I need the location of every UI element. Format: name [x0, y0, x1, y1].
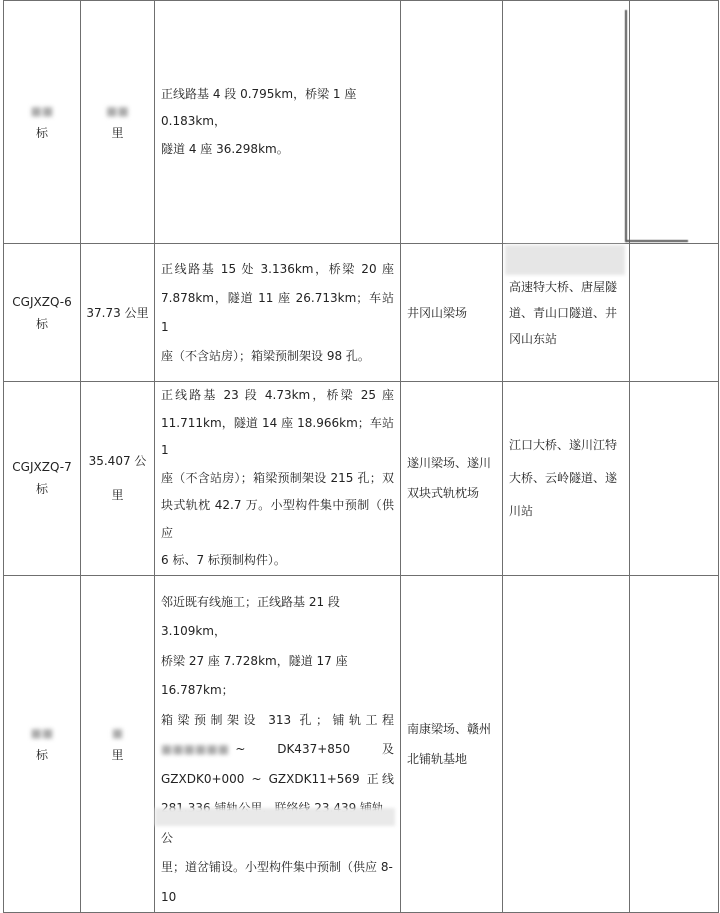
content-line: 桥梁 27 座 7.728km，隧道 17 座 16.787km； [161, 653, 348, 697]
remarks-cell [630, 382, 719, 576]
content-line: 6 标、7 标预制构件）。 [161, 553, 286, 567]
key-works-cell [503, 575, 630, 913]
sites-cell [401, 575, 503, 913]
remarks-cell [630, 575, 719, 913]
content-line: 箱梁预制架设 313 孔；铺轨工程 [161, 712, 394, 727]
scan-shadow-line [626, 240, 688, 242]
section-cell [4, 382, 81, 576]
length-cell [81, 244, 155, 382]
content-line: 座（不含站房）；箱梁预制架设 215 孔；双 [161, 470, 394, 485]
length-tail: 里 [111, 747, 124, 762]
content-line: 公 [161, 830, 174, 845]
sites-cell [401, 244, 503, 382]
section-code-redacted: ■■ [30, 104, 54, 118]
length-redacted: ■ [111, 725, 124, 740]
section-tail: 标 [35, 747, 48, 762]
site-line: 双块式轨枕场 [407, 486, 480, 501]
content-line: 座（不含站房）；箱梁预制架设 98 孔。 [161, 348, 370, 363]
key-works-cell [503, 1, 630, 244]
content-line: 块式轨枕 42.7 万。小型构件集中预制（供应 [161, 498, 394, 540]
table-row [4, 1, 719, 244]
section-code-redacted: ■■ [30, 725, 54, 740]
section-code: CGJXZQ-7 [12, 460, 72, 475]
site-line: 井冈山梁场 [407, 305, 468, 320]
length-cell [81, 1, 155, 244]
length-tail: 里 [111, 488, 124, 503]
section-tail: 标 [35, 482, 48, 497]
section-code: CGJXZQ-6 [12, 294, 72, 309]
length-value: 35.407 公 [88, 454, 147, 469]
remarks-cell [630, 244, 719, 382]
bid-section-table [3, 0, 719, 913]
length-cell [81, 575, 155, 913]
content-line: 正线路基 15 处 3.136km，桥梁 20 座 [161, 261, 394, 276]
key-works-cell [503, 382, 630, 576]
section-tail: 标 [35, 126, 48, 140]
site-line: 南康梁场、赣州 [407, 721, 492, 736]
content-line: 里；道岔铺设。小型构件集中预制（供应 8-10 [161, 860, 393, 904]
section-cell [4, 1, 81, 244]
section-cell [4, 244, 81, 382]
length-cell [81, 382, 155, 576]
section-tail: 标 [35, 316, 48, 331]
scan-smudge [505, 245, 625, 275]
content-line: 隧道 4 座 36.298km。 [161, 141, 289, 156]
redacted-mileage: ■■■■■■ [161, 742, 230, 756]
content-cell [155, 244, 401, 382]
sites-cell [401, 382, 503, 576]
content-line: 邻近既有线施工；正线路基 21 段 3.109km， [161, 594, 340, 638]
scan-smudge [155, 808, 395, 826]
section-cell [4, 575, 81, 913]
key-work-line: 道、青山口隧道、井 [509, 305, 618, 320]
content-line: ~ DK437+850 及 [235, 742, 394, 756]
content-line-partial [161, 735, 394, 765]
key-work-line: 大桥、云岭隧道、遂 [509, 470, 618, 485]
content-cell [155, 382, 401, 576]
content-line: GZXDK0+000 ~ GZXDK11+569 正线 [161, 771, 394, 786]
length-redacted: ■■ [106, 104, 129, 118]
key-work-line: 江口大桥、遂川江特 [509, 437, 618, 452]
scan-shadow-line [625, 10, 627, 242]
site-line: 北铺轨基地 [407, 751, 468, 766]
length-tail: 里 [111, 126, 124, 140]
length-value: 37.73 公里 [86, 305, 149, 320]
sites-cell [401, 1, 503, 244]
table-row [4, 575, 719, 913]
remarks-cell [630, 1, 719, 244]
content-line: 正线路基 4 段 0.795km，桥梁 1 座 0.183km， [161, 86, 357, 129]
key-work-line: 冈山东站 [509, 331, 558, 346]
content-line: 11.711km，隧道 14 座 18.966km；车站 1 [161, 415, 394, 457]
key-work-line: 川站 [509, 503, 534, 518]
content-line: 7.878km，隧道 11 座 26.713km；车站 1 [161, 290, 394, 334]
content-cell [155, 1, 401, 244]
table-row [4, 382, 719, 576]
content-cell [155, 575, 401, 913]
content-line: 正线路基 23 段 4.73km，桥梁 25 座 [161, 388, 394, 402]
site-line: 遂川梁场、遂川 [407, 456, 492, 471]
key-work-line: 高速特大桥、唐屋隧 [509, 279, 618, 294]
